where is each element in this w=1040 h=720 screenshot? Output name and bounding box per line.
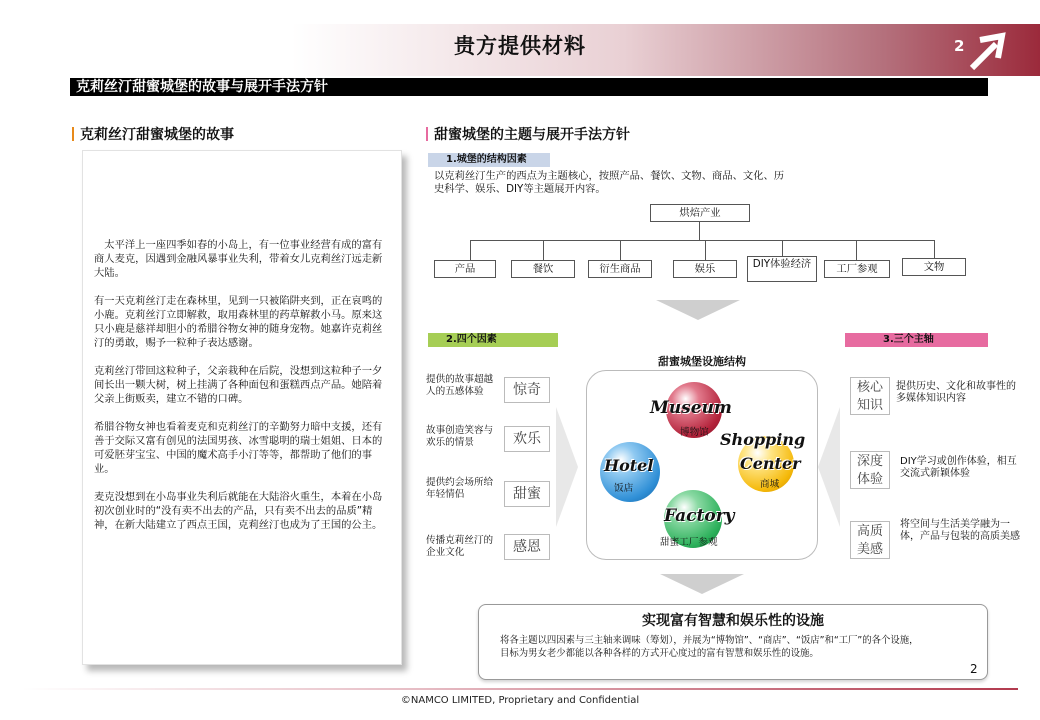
tree-root: 烘焙产业 bbox=[650, 204, 750, 222]
tree-node-text: DIY体验经济 bbox=[752, 258, 812, 270]
section-1-label: 1.城堡的结构因素 bbox=[428, 153, 550, 167]
axis-desc: 将空间与生活美学融为一体，产品与包装的高质美感 bbox=[900, 519, 1020, 542]
tree-connector bbox=[699, 222, 700, 240]
result-body bbox=[500, 634, 970, 660]
element-desc: 提供的故事超越人的五感体验 bbox=[426, 374, 494, 397]
section-2-label: 2.四个因素 bbox=[428, 333, 558, 347]
tree-node: 产品 bbox=[434, 260, 496, 278]
arrow-up-right-icon bbox=[966, 32, 1010, 72]
hotel-caption: 饭店 bbox=[614, 483, 634, 494]
theme-heading bbox=[426, 124, 630, 144]
story-heading bbox=[72, 124, 234, 144]
left-arrow-icon bbox=[818, 407, 840, 527]
axis-desc: 提供历史、文化和故事性的多媒体知识内容 bbox=[896, 381, 1016, 404]
hotel-label: Hotel bbox=[604, 456, 654, 475]
element-box: 欢乐 bbox=[504, 426, 550, 452]
axis-word: 知识 bbox=[856, 398, 883, 413]
tree-connector bbox=[705, 240, 706, 260]
tree-node: 餐饮 bbox=[511, 260, 575, 278]
axis-word: 体验 bbox=[856, 472, 883, 487]
story-heading-text: 克莉丝汀甜蜜城堡的故事 bbox=[80, 127, 234, 143]
tree-connector bbox=[856, 240, 857, 260]
page-number: 2 bbox=[970, 662, 978, 676]
heading-marker bbox=[72, 127, 74, 141]
down-arrow-icon bbox=[660, 574, 744, 594]
footer-divider bbox=[22, 688, 1018, 690]
story-paragraph: 希腊谷物女神也看着麦克和克莉丝汀的辛勤努力暗中支援，还有善于交际又富有创见的法国男孩、冰雪聪明的瑞士姐姐、日本的可爱胚芽宝宝、中国的魔术高手小汀等等，都帮助了他们的事业。 bbox=[94, 421, 383, 475]
shopping-caption: 商城 bbox=[760, 479, 780, 490]
page-badge: 2 bbox=[954, 37, 965, 55]
element-desc: 传播克莉丝汀的企业文化 bbox=[426, 535, 494, 558]
tree-connector bbox=[470, 240, 471, 260]
axis-box bbox=[850, 377, 890, 415]
result-line: 将各主题以四因素与三主轴来调味（筹划），并展为“博物馆”、“商店”、“饭店”和“工厂”的各个设施， bbox=[500, 635, 919, 646]
result-line: 目标为男女老少都能以各种各样的方式开心度过的富有智慧和娱乐性的设施。 bbox=[500, 648, 819, 659]
element-desc: 提供约会场所给年轻情侣 bbox=[426, 477, 494, 500]
heading-marker bbox=[426, 127, 428, 141]
tree-connector bbox=[543, 240, 544, 260]
result-title: 实现富有智慧和娱乐性的设施 bbox=[642, 613, 824, 629]
story-paragraph: 克莉丝汀带回这粒种子，父亲栽种在后院，没想到这粒种子一夕间长出一颗大树，树上挂满了各种面包和蛋糕西点产品。她陪着父亲上街贩卖，建立不错的口碑。 bbox=[94, 365, 383, 405]
axis-word: 深度 bbox=[856, 454, 883, 469]
right-arrow-icon bbox=[556, 407, 578, 527]
tree-node bbox=[747, 256, 817, 282]
section-1-intro: 以克莉丝汀生产的西点为主题核心，按照产品、餐饮、文物、商品、文化、历史科学、娱乐、DIY等主题展开内容。 bbox=[434, 170, 785, 195]
element-box: 甜蜜 bbox=[504, 481, 550, 507]
shopping-label: Center bbox=[740, 454, 801, 473]
element-box: 惊奇 bbox=[504, 377, 550, 403]
tree-connector bbox=[470, 240, 934, 241]
story-paragraph: 有一天克莉丝汀走在森林里，见到一只被陷阱夹到，正在哀鸣的小鹿。克莉丝汀立即解救，取用森林里的药草解救小马。原来这只小鹿是慈祥却胆小的希腊谷物女神的随身宠物。她嘉许克莉丝汀的勇敢，赐予一粒种子表达感谢。 bbox=[94, 295, 383, 349]
element-box: 感恩 bbox=[504, 534, 550, 560]
tree-connector bbox=[934, 240, 935, 258]
axis-desc: DIY学习或创作体验，相互交流式新颖体验 bbox=[900, 456, 1017, 479]
story-paragraph: 麦克没想到在小岛事业失利后就能在大陆浴火重生，本着在小岛初次创业时的“没有卖不出去的产品，只有卖不出去的品质”精神，在新大陆建立了西点王国，克莉丝汀也成为了王国的公主。 bbox=[94, 491, 383, 531]
tree-node: 娱乐 bbox=[673, 260, 737, 278]
tree-node: 衍生商品 bbox=[588, 260, 652, 278]
axis-box bbox=[850, 521, 890, 559]
museum-caption: 博物馆 bbox=[680, 427, 709, 438]
page-title: 贵方提供材料 bbox=[454, 33, 586, 58]
factory-caption: 甜蜜工厂参观 bbox=[660, 537, 718, 548]
structure-title: 甜蜜城堡设施结构 bbox=[658, 355, 746, 368]
factory-label: Factory bbox=[664, 506, 735, 526]
down-arrow-icon bbox=[656, 300, 740, 320]
axis-box bbox=[850, 451, 890, 489]
tree-node: 文物 bbox=[902, 258, 966, 276]
story-paragraph: 太平洋上一座四季如春的小岛上，有一位事业经营有成的富有商人麦克，因遇到金融风暴事业失利，带着女儿克莉丝汀远走新大陆。 bbox=[94, 239, 383, 279]
tree-node: 工厂参观 bbox=[824, 260, 890, 278]
story-text bbox=[94, 238, 392, 546]
axis-word: 核心 bbox=[856, 380, 883, 395]
theme-heading-text: 甜蜜城堡的主题与展开手法方针 bbox=[434, 127, 630, 143]
footer-copyright: ©NAMCO LIMITED, Proprietary and Confidential bbox=[400, 695, 640, 706]
element-desc: 故事创造笑容与欢乐的情景 bbox=[426, 425, 494, 448]
section-3-label: 3.三个主轴 bbox=[845, 333, 988, 347]
tree-connector bbox=[782, 240, 783, 256]
shopping-label: Shopping bbox=[720, 430, 806, 449]
axis-word: 美感 bbox=[856, 542, 883, 557]
axis-word: 高质 bbox=[856, 524, 883, 539]
tree-connector bbox=[620, 240, 621, 260]
section-title: 克莉丝汀甜蜜城堡的故事与展开手法方针 bbox=[76, 79, 328, 95]
museum-label: Museum bbox=[650, 398, 732, 418]
